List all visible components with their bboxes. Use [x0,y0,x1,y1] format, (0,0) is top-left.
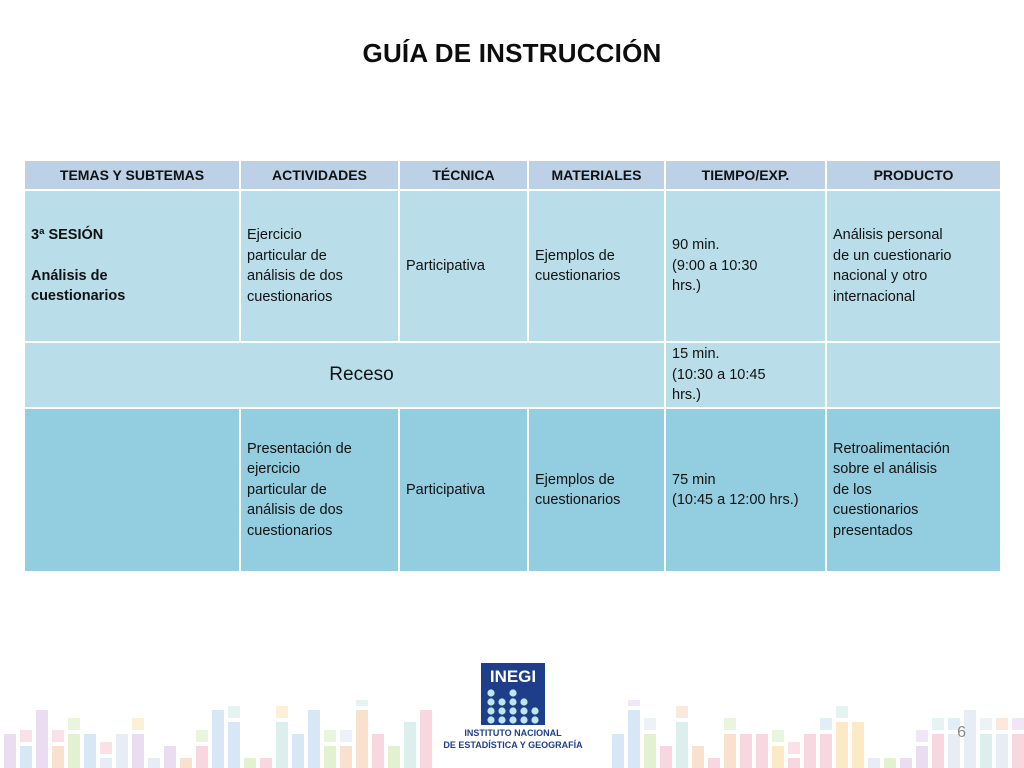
deco-block [708,758,720,768]
deco-block [996,734,1008,768]
deco-block [740,734,752,768]
logo-dot [531,716,538,723]
subtema-line: Análisis de [31,267,108,284]
logo-dot [509,707,516,714]
deco-block [804,734,816,768]
deco-block [292,734,304,768]
subtema-line: cuestionarios [31,288,126,305]
deco-block [1012,734,1024,768]
logo-dot [509,698,516,705]
logo-dot [520,707,527,714]
text-line: Ejemplos de [535,471,615,488]
deco-block [36,710,48,768]
logo-wordmark: INEGI [489,667,537,686]
deco-block [276,706,288,718]
logo-line2: DE ESTADÍSTICA Y GEOGRAFÍA [443,740,583,750]
cell-tiempo [665,408,826,572]
deco-block [836,722,848,768]
deco-block [932,718,944,730]
logo-dot [487,689,494,696]
logo-dot [487,698,494,705]
deco-block [932,734,944,768]
logo-dot [487,707,494,714]
deco-block [612,734,624,768]
deco-block [724,734,736,768]
deco-block [916,746,928,768]
deco-block [308,710,320,768]
deco-block [388,746,400,768]
inegi-logo [434,660,594,752]
logo-dot [498,716,505,723]
text-line: sobre el análisis [833,461,937,478]
header-producto: PRODUCTO [826,160,1001,190]
deco-block [4,734,16,768]
deco-block [196,746,208,768]
logo-dot [509,689,516,696]
text-line: cuestionarios [535,268,621,284]
deco-block [820,734,832,768]
text-line: cuestionarios [833,502,919,519]
deco-block [84,734,96,768]
deco-block [788,742,800,754]
cell-actividades [240,408,399,572]
cell-tecnica: Participativa [399,408,528,572]
deco-block [180,758,192,768]
header-temas: TEMAS Y SUBTEMAS [24,160,240,190]
deco-block [100,758,112,768]
deco-block [676,722,688,768]
text-line: Retroalimentación [833,440,950,457]
deco-block [164,746,176,768]
deco-block [900,758,912,768]
text-line: de los [833,481,872,498]
text-line: particular de [247,481,327,498]
deco-block [148,758,160,768]
text-line: cuestionarios [247,288,333,305]
header-tiempo: TIEMPO/EXP. [665,160,826,190]
text-line: cuestionarios [247,522,333,539]
deco-block [116,734,128,768]
text-line: (10:30 a 10:45 [672,366,766,383]
deco-block [692,746,704,768]
deco-block [628,710,640,768]
cell-producto [826,408,1001,572]
deco-block [820,718,832,730]
deco-block [244,758,256,768]
cell-tiempo [665,342,826,408]
cell-tema [24,190,240,342]
deco-block [340,746,352,768]
deco-block [324,746,336,768]
text-line: de un cuestionario [833,247,952,264]
logo-dot [498,707,505,714]
text-line: análisis de dos [247,268,343,284]
deco-block [644,734,656,768]
instruction-table [23,159,1002,573]
deco-block [68,718,80,730]
text-line: análisis de dos [247,502,343,519]
text-line: internacional [833,288,916,305]
logo-dot [520,716,527,723]
text-line: nacional y otro [833,268,928,284]
deco-block [356,710,368,768]
deco-block [404,722,416,768]
logo-line1: INSTITUTO NACIONAL [464,728,562,738]
table-row [24,190,1001,342]
deco-block [260,758,272,768]
deco-block [660,746,672,768]
deco-block [788,758,800,768]
deco-block [340,730,352,742]
deco-block [228,722,240,768]
cell-materiales [528,190,665,342]
deco-block [132,734,144,768]
deco-block [1012,718,1024,730]
header-materiales: MATERIALES [528,160,665,190]
text-line: (10:45 a 12:00 hrs.) [672,492,799,508]
logo-dot [531,707,538,714]
deco-block [772,730,784,742]
deco-block [980,734,992,768]
deco-block [884,758,896,768]
deco-block [980,718,992,730]
deco-block [228,706,240,718]
deco-block [852,722,864,768]
text-line: ejercicio [247,461,301,478]
deco-block [212,710,224,768]
text-line: hrs.) [672,278,701,295]
logo-dot [487,716,494,723]
text-line: hrs.) [672,387,701,404]
deco-block [996,718,1008,730]
cell-actividades [240,190,399,342]
receso-cell: Receso [24,342,665,408]
cell-tecnica: Participativa [399,190,528,342]
header-tecnica: TÉCNICA [399,160,528,190]
deco-block [628,700,640,706]
text-line: (9:00 a 10:30 [672,257,758,274]
table-header-row [24,160,1001,190]
deco-block [644,718,656,730]
text-line: cuestionarios [535,492,621,508]
text-line: presentados [833,522,913,539]
cell-tema-empty [24,408,240,572]
text-line: 75 min [672,471,716,488]
text-line: 90 min. [672,237,720,254]
header-actividades: ACTIVIDADES [240,160,399,190]
text-line: Ejercicio [247,227,302,243]
cell-producto [826,190,1001,342]
deco-block [420,710,432,768]
text-line: Presentación de [247,440,352,457]
text-line: particular de [247,247,327,264]
deco-block [68,734,80,768]
deco-block [772,746,784,768]
session-label: 3ª SESIÓN [31,227,104,244]
table-row [24,408,1001,572]
table-row [24,342,1001,408]
logo-dot [520,698,527,705]
deco-block [676,706,688,718]
cell-materiales [528,408,665,572]
text-line: Ejemplos de [535,247,615,264]
deco-block [916,730,928,742]
deco-block [868,758,880,768]
cell-producto-empty [826,342,1001,408]
logo-dot [509,716,516,723]
deco-block [20,746,32,768]
deco-block [756,734,768,768]
deco-block [724,718,736,730]
deco-block [132,718,144,730]
logo-dot [498,698,505,705]
deco-block [100,742,112,754]
slide-title: GUÍA DE INSTRUCCIÓN [362,38,662,68]
deco-block [324,730,336,742]
deco-block [372,734,384,768]
text-line: Análisis personal [833,227,943,243]
cell-tiempo [665,190,826,342]
deco-block [356,700,368,706]
deco-block [196,730,208,742]
page-number: 6 [957,724,966,741]
deco-block [52,746,64,768]
deco-block [52,730,64,742]
deco-block [20,730,32,742]
text-line: 15 min. [672,346,720,363]
deco-block [836,706,848,718]
deco-block [276,722,288,768]
